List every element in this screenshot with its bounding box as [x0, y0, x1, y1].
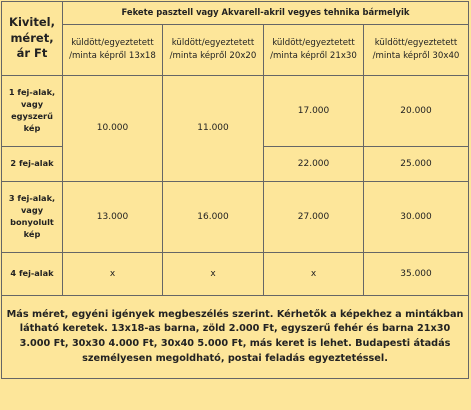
- price-cell: x: [163, 253, 264, 296]
- row-header-1-figure: 1 fej-alak, vagy egyszerű kép: [2, 76, 63, 147]
- price-cell: x: [63, 253, 163, 296]
- size-header-30x40: küldött/egyeztetett /minta képről 30x40: [364, 25, 469, 76]
- size-header-13x18: küldött/egyeztetett /minta képről 13x18: [63, 25, 163, 76]
- technique-header: Fekete pasztell vagy Akvarell-akril vegyes tehnika bármelyik: [63, 2, 469, 25]
- price-cell: 17.000: [264, 76, 364, 147]
- price-cell: 20.000: [364, 76, 469, 147]
- corner-label: Kivitel, méret, ár Ft: [2, 2, 63, 76]
- price-cell: 30.000: [364, 182, 469, 253]
- price-table: [1, 1, 469, 379]
- price-cell: 16.000: [163, 182, 264, 253]
- price-cell: 35.000: [364, 253, 469, 296]
- price-cell: 22.000: [264, 147, 364, 182]
- price-cell: x: [264, 253, 364, 296]
- size-header-21x30: küldött/egyeztetett /minta képről 21x30: [264, 25, 364, 76]
- row-header-2-figures: 2 fej-alak: [2, 147, 63, 182]
- price-cell: 11.000: [163, 76, 264, 182]
- row-header-3-figures: 3 fej-alak, vagy bonyolult kép: [2, 182, 63, 253]
- price-cell: 27.000: [264, 182, 364, 253]
- footer-note: Más méret, egyéni igények megbeszélés szerint. Kérhetők a képekhez a mintákban látható keretek. 13x18-as barna, zöld 2.000 Ft, egyszerű fehér és barna 21x30 3.000 Ft, 30x30 4.000 Ft, 30x40 5.000 Ft, más keret is lehet. Budapesti átadás személyesen megoldható, postai feladás egyeztetéssel.: [2, 296, 469, 379]
- price-cell: 13.000: [63, 182, 163, 253]
- size-header-20x20: küldött/egyeztetett /minta képről 20x20: [163, 25, 264, 76]
- price-cell: 10.000: [63, 76, 163, 182]
- price-cell: 25.000: [364, 147, 469, 182]
- row-header-4-figures: 4 fej-alak: [2, 253, 63, 296]
